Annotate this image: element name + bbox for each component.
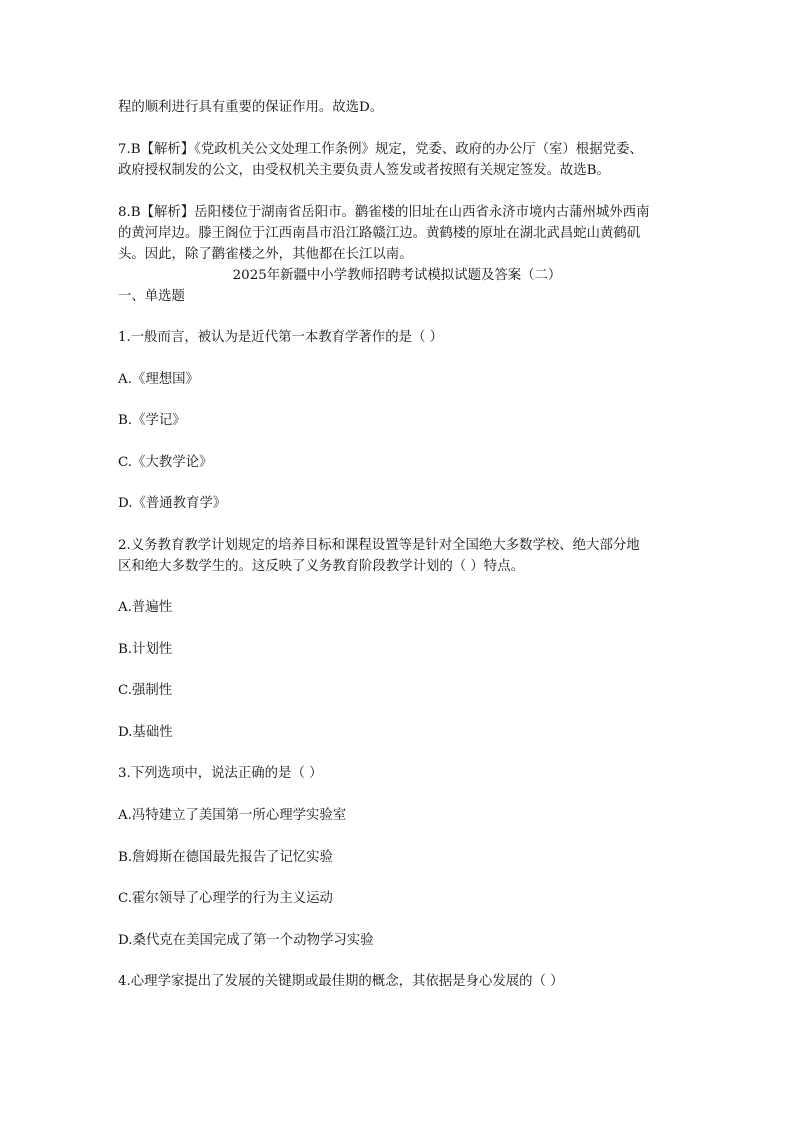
continued-text: 程的顺利进行具有重要的保证作用。故选D。	[118, 100, 384, 115]
question-stem: 1.一般而言，被认为是近代第一本教育学著作的是（ ）	[118, 330, 444, 345]
answer-line: 7.B【解析】《党政机关公文处理工作条例》规定，党委、政府的办公厅（室）根据党委、	[118, 142, 643, 157]
question-option: B.《学记》	[118, 413, 186, 428]
answer-line: 的黄河岸边。滕王阁位于江西南昌市沿江路赣江边。黄鹤楼的原址在湖北武昌蛇山黄鹤矶	[118, 226, 641, 241]
question-option: D.桑代克在美国完成了第一个动物学习实验	[118, 933, 374, 948]
exam-title: 2025年新疆中小学教师招聘考试模拟试题及答案（二）	[232, 268, 562, 283]
question-option: A.《理想国》	[118, 372, 199, 387]
answer-line: 头。因此，除了鹳雀楼之外，其他都在长江以南。	[118, 247, 413, 262]
question-option: B.詹姆斯在德国最先报告了记忆实验	[118, 850, 333, 865]
answer-line: 8.B【解析】岳阳楼位于湖南省岳阳市。鹳雀楼的旧址在山西省永济市境内古蒲州城外西南	[118, 205, 650, 220]
question-stem: 区和绝大多数学生的。这反映了义务教育阶段教学计划的（ ）特点。	[118, 559, 524, 574]
answer-line: 政府授权制发的公文，由受权机关主要负责人签发或者按照有关规定签发。故选B。	[118, 163, 610, 178]
question-stem: 4.心理学家提出了发展的关键期或最佳期的概念，其依据是身心发展的（ ）	[118, 974, 564, 989]
question-option: B.计划性	[118, 642, 173, 657]
question-option: C.强制性	[118, 683, 173, 698]
question-option: A.普遍性	[118, 600, 173, 615]
section-heading: 一、单选题	[118, 289, 185, 304]
question-option: D.基础性	[118, 725, 173, 740]
question-option: C.《大教学论》	[118, 455, 213, 470]
question-option: A.冯特建立了美国第一所心理学实验室	[118, 808, 347, 823]
question-option: C.霍尔领导了心理学的行为主义运动	[118, 891, 333, 906]
question-stem: 2.义务教育教学计划规定的培养目标和课程设置等是针对全国绝大多数学校、绝大部分地	[118, 538, 640, 553]
question-option: D.《普通教育学》	[118, 496, 227, 511]
question-stem: 3.下列选项中，说法正确的是（ ）	[118, 766, 323, 781]
